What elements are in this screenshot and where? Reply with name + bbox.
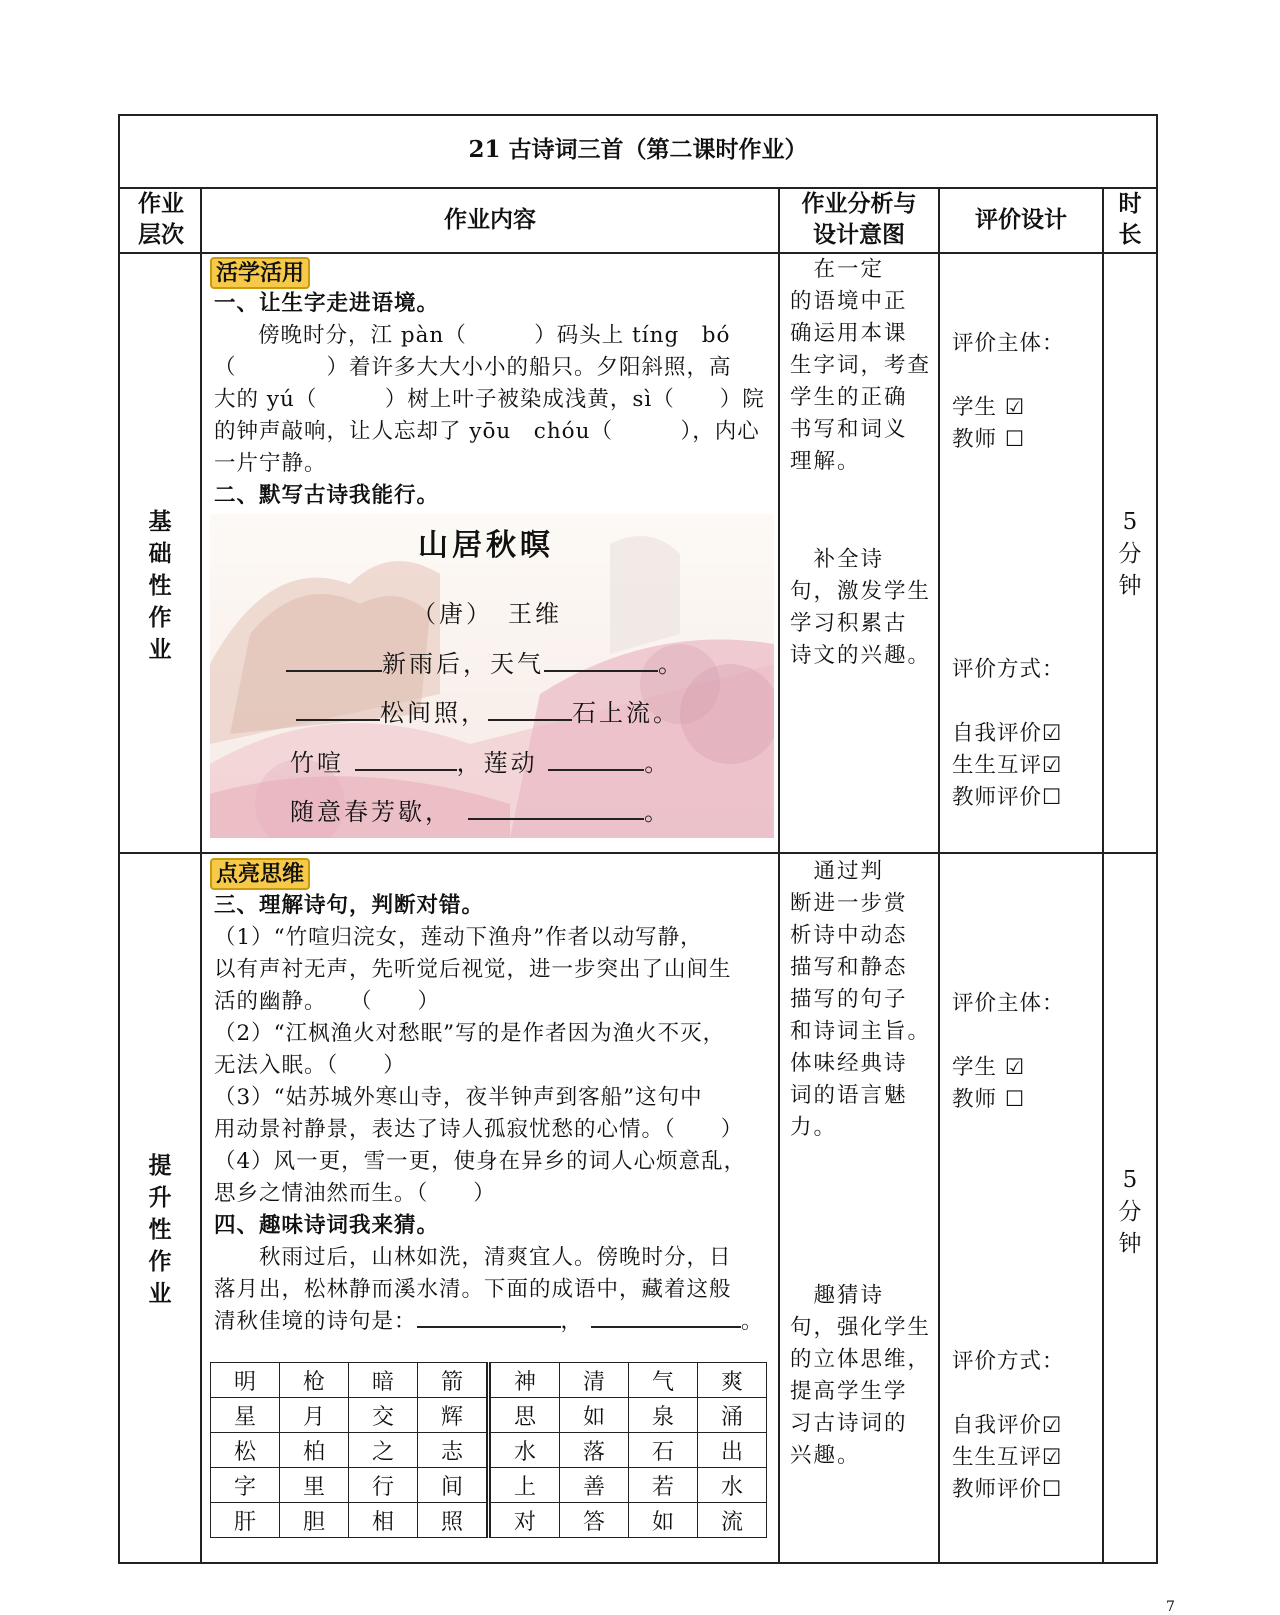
answer-blank[interactable] (591, 1306, 741, 1328)
analysis-line: 习古诗词的 (790, 1411, 908, 1436)
answer-blank[interactable] (548, 749, 644, 771)
poem-text: 。 (644, 749, 672, 777)
idiom-grid-cell: 志 (418, 1433, 489, 1468)
idiom-grid-cell: 清 (560, 1363, 629, 1398)
analysis-line: 书写和词义 (790, 417, 908, 442)
idiom-grid-cell: 上 (489, 1468, 560, 1503)
idiom-grid-cell: 对 (489, 1503, 560, 1538)
q4-answer-line (214, 1306, 774, 1338)
analysis-text-2 (790, 544, 938, 672)
idiom-grid-cell: 神 (489, 1363, 560, 1398)
analysis-line: 的语境中正 (790, 289, 908, 314)
header-level (122, 188, 200, 250)
idiom-grid-cell: 若 (629, 1468, 698, 1503)
header-level-line: 层次 (138, 221, 184, 248)
analysis-line: 提高学生学 (790, 1379, 908, 1404)
level-char: 提 (148, 1152, 172, 1179)
poem-line-4 (290, 792, 671, 827)
poem-line-1 (286, 644, 685, 679)
poem-line-3 (290, 743, 671, 778)
analysis-line: 补全诗 (790, 547, 885, 572)
header-analysis-line: 设计意图 (813, 221, 905, 248)
header-content: 作业内容 (444, 206, 536, 233)
idiom-grid-cell: 水 (489, 1433, 560, 1468)
q2-title: 二、默写古诗我能行。 (214, 483, 440, 508)
q4-punct: ， (560, 1309, 584, 1334)
idiom-grid-cell: 箭 (418, 1363, 489, 1398)
idiom-grid-cell: 明 (211, 1363, 280, 1398)
answer-blank[interactable] (355, 749, 457, 771)
idiom-grid-cell: 流 (698, 1503, 767, 1538)
q4-title: 四、趣味诗词我来猜。 (214, 1213, 440, 1238)
answer-blank[interactable] (417, 1306, 561, 1328)
time-basic (1104, 506, 1156, 602)
q3-line: （3）“姑苏城外寒山寺，夜半钟声到客船”这句中 (214, 1085, 703, 1110)
level-char: 性 (148, 1216, 172, 1243)
eval-method-label: 评价方式： (952, 1349, 1065, 1374)
analysis-line: 学习积累古 (790, 611, 908, 636)
analysis-line: 断进一步赏 (790, 891, 908, 916)
idiom-grid-cell: 暗 (349, 1363, 418, 1398)
eval-subject-label: 评价主体： (952, 331, 1065, 356)
level-char: 业 (148, 1280, 172, 1307)
eval-checkbox-teacher[interactable]: 教师 ☐ (952, 427, 1026, 452)
analysis-line: 学生的正确 (790, 385, 908, 410)
idiom-grid-cell: 胆 (280, 1503, 349, 1538)
analysis-line: 句，激发学生 (790, 579, 932, 604)
q1-body (214, 320, 774, 480)
analysis-line: 力。 (790, 1115, 838, 1140)
analysis-line: 通过判 (790, 859, 885, 884)
poem-text: 松间照， (380, 699, 488, 727)
q3-body (214, 922, 774, 1210)
q3-title: 三、理解诗句，判断对错。 (214, 893, 485, 918)
eval-checkbox-peer[interactable]: 生生互评☑ (952, 753, 1063, 778)
answer-blank[interactable] (286, 650, 382, 672)
level-label-basic (140, 506, 180, 666)
idiom-grid-cell: 里 (280, 1468, 349, 1503)
eval-method-items (952, 1410, 1062, 1506)
idiom-grid-row (211, 1468, 767, 1503)
idiom-grid-cell: 爽 (698, 1363, 767, 1398)
poem-author: （唐） 王维 (412, 600, 562, 628)
idiom-grid-cell: 间 (418, 1468, 489, 1503)
idiom-grid-cell: 如 (629, 1503, 698, 1538)
q4-line: 秋雨过后，山林如洗，清爽宜人。傍晚时分，日 (214, 1245, 732, 1270)
time-char: 5 (1122, 509, 1138, 535)
eval-checkbox-teacher[interactable]: 教师 ☐ (952, 1087, 1026, 1112)
level-char: 作 (148, 604, 172, 631)
q4-line: 清秋佳境的诗句是： (214, 1309, 417, 1334)
q3-line: （2）“江枫渔火对愁眠”写的是作者因为渔火不灭， (214, 1021, 726, 1046)
header-time-line: 时 (1118, 190, 1142, 217)
poem-title: 山居秋暝 (418, 528, 554, 563)
idiom-grid-cell: 答 (560, 1503, 629, 1538)
idiom-grid-cell: 柏 (280, 1433, 349, 1468)
q4-punct: 。 (741, 1309, 764, 1334)
idiom-grid-row (211, 1503, 767, 1538)
level-char: 性 (148, 572, 172, 599)
header-time (1104, 188, 1156, 250)
level-char: 基 (148, 508, 172, 535)
eval-checkbox-peer[interactable]: 生生互评☑ (952, 1445, 1063, 1470)
eval-subject-label: 评价主体： (952, 991, 1065, 1016)
answer-blank[interactable] (488, 699, 572, 721)
level-label-advanced (140, 1150, 180, 1310)
idiom-grid-cell: 辉 (418, 1398, 489, 1433)
idiom-grid-cell: 字 (211, 1468, 280, 1503)
eval-checkbox-self[interactable]: 自我评价☑ (952, 1413, 1063, 1438)
analysis-line: 和诗词主旨。 (790, 1019, 932, 1044)
idiom-grid-cell: 星 (211, 1398, 280, 1433)
idiom-grid-cell: 水 (698, 1468, 767, 1503)
analysis-line: 体味经典诗 (790, 1051, 908, 1076)
poem-text: 竹喧 (290, 749, 355, 777)
q4-body (214, 1242, 774, 1338)
analysis-line: 兴趣。 (790, 1443, 861, 1468)
analysis-text-4 (790, 1280, 938, 1472)
header-level-line: 作业 (138, 190, 184, 217)
answer-blank[interactable] (544, 650, 658, 672)
analysis-line: 趣猜诗 (790, 1283, 885, 1308)
eval-checkbox-student[interactable]: 学生 ☑ (952, 395, 1026, 420)
time-char: 分 (1118, 1199, 1142, 1225)
section-tag-apply: 活学活用 (210, 257, 310, 289)
header-time-line: 长 (1118, 221, 1142, 248)
idiom-grid-cell: 肝 (211, 1503, 280, 1538)
eval-checkbox-student[interactable]: 学生 ☑ (952, 1055, 1026, 1080)
analysis-line: 句，强化学生 (790, 1315, 932, 1340)
q3-line: 以有声衬无声，先听觉后视觉，进一步突出了山间生 (214, 957, 732, 982)
idiom-grid-cell: 行 (349, 1468, 418, 1503)
idiom-grid-cell: 涌 (698, 1398, 767, 1433)
idiom-grid-cell: 泉 (629, 1398, 698, 1433)
poem-text: 。 (658, 650, 685, 678)
idiom-grid-cell: 照 (418, 1503, 489, 1538)
section-tag-thinking: 点亮思维 (210, 858, 310, 890)
eval-subject-items (952, 1052, 1025, 1116)
analysis-line: 在一定 (790, 257, 885, 282)
level-char: 升 (148, 1184, 172, 1211)
idiom-grid-row (211, 1433, 767, 1468)
idiom-grid-cell: 月 (280, 1398, 349, 1433)
poem-text: 石上流。 (572, 699, 680, 727)
idiom-grid-cell: 落 (560, 1433, 629, 1468)
answer-blank[interactable] (296, 699, 380, 721)
poem-text: 随意春芳歇， (290, 798, 452, 826)
idiom-grid-cell: 松 (211, 1433, 280, 1468)
q1-line: 一片宁静。 (214, 451, 327, 476)
q3-line: 思乡之情油然而生。（ ） (214, 1181, 496, 1206)
time-char: 分 (1118, 541, 1142, 567)
analysis-line: 描写的句子 (790, 987, 908, 1012)
analysis-text-3 (790, 856, 938, 1144)
idiom-grid-row (211, 1363, 767, 1398)
poem-text: 。 (644, 798, 671, 826)
header-evaluation: 评价设计 (975, 206, 1067, 233)
level-char: 作 (148, 1248, 172, 1275)
eval-checkbox-teacher-eval[interactable]: 教师评价☐ (952, 1477, 1063, 1502)
q3-line: 用动景衬静景，表达了诗人孤寂忧愁的心情。（ ） (214, 1117, 744, 1142)
analysis-line: 描写和静态 (790, 955, 908, 980)
level-char: 业 (148, 636, 172, 663)
poem-text: 新雨后，天气 (382, 650, 544, 678)
page-number: 7 (1166, 1599, 1175, 1615)
idiom-grid (210, 1362, 767, 1538)
q3-line: （4）风一更，雪一更，使身在异乡的词人心烦意乱， (214, 1149, 747, 1174)
idiom-grid-row (211, 1398, 767, 1433)
q4-line: 落月出，松林静而溪水清。下面的成语中，藏着这般 (214, 1277, 732, 1302)
header-analysis (780, 188, 938, 250)
time-char: 5 (1122, 1167, 1138, 1193)
eval-subject-items (952, 392, 1025, 456)
time-advanced (1104, 1164, 1156, 1260)
poem-line-2 (296, 693, 680, 728)
q3-line: （1）“竹喧归浣女，莲动下渔舟”作者以动写静， (214, 925, 703, 950)
answer-blank[interactable] (468, 798, 644, 820)
analysis-text-1 (790, 254, 938, 478)
q3-line: 活的幽静。 （ ） (214, 989, 441, 1014)
idiom-grid-cell: 之 (349, 1433, 418, 1468)
time-char: 钟 (1118, 573, 1142, 599)
idiom-grid-cell: 出 (698, 1433, 767, 1468)
analysis-line: 理解。 (790, 449, 861, 474)
analysis-line: 确运用本课 (790, 321, 908, 346)
q1-line: 的钟声敲响，让人忘却了 yōu chóu（ ），内心 (214, 419, 760, 444)
analysis-line: 词的语言魅 (790, 1083, 908, 1108)
analysis-line: 的立体思维， (790, 1347, 932, 1372)
idiom-grid-cell: 石 (629, 1433, 698, 1468)
analysis-line: 析诗中动态 (790, 923, 908, 948)
q1-line: 大的 yú（ ）树上叶子被染成浅黄，sì（ ）院 (214, 387, 765, 412)
idiom-grid-cell: 思 (489, 1398, 560, 1433)
eval-checkbox-self[interactable]: 自我评价☑ (952, 721, 1063, 746)
q1-line: 傍晚时分，江 pàn（ ）码头上 tíng bó (258, 323, 731, 348)
analysis-line: 生字词，考查 (790, 353, 932, 378)
time-char: 钟 (1118, 1231, 1142, 1257)
idiom-grid-cell: 交 (349, 1398, 418, 1433)
eval-checkbox-teacher-eval[interactable]: 教师评价☐ (952, 785, 1063, 810)
q1-title: 一、让生字走进语境。 (214, 291, 440, 316)
worksheet-title: 21 古诗词三首（第二课时作业） (468, 136, 808, 163)
idiom-grid-cell: 气 (629, 1363, 698, 1398)
idiom-grid-cell: 相 (349, 1503, 418, 1538)
idiom-grid-cell: 善 (560, 1468, 629, 1503)
poem-text: ，莲动 (456, 749, 549, 777)
idiom-grid-cell: 枪 (280, 1363, 349, 1398)
q1-line: （ ）着许多大大小小的船只。夕阳斜照，高 (214, 355, 732, 380)
idiom-grid-cell: 如 (560, 1398, 629, 1433)
level-char: 础 (148, 540, 172, 567)
header-analysis-line: 作业分析与 (801, 190, 917, 217)
eval-method-items (952, 718, 1062, 814)
q3-line: 无法入眠。（ ） (214, 1053, 406, 1078)
analysis-line: 诗文的兴趣。 (790, 643, 932, 668)
eval-method-label: 评价方式： (952, 657, 1065, 682)
